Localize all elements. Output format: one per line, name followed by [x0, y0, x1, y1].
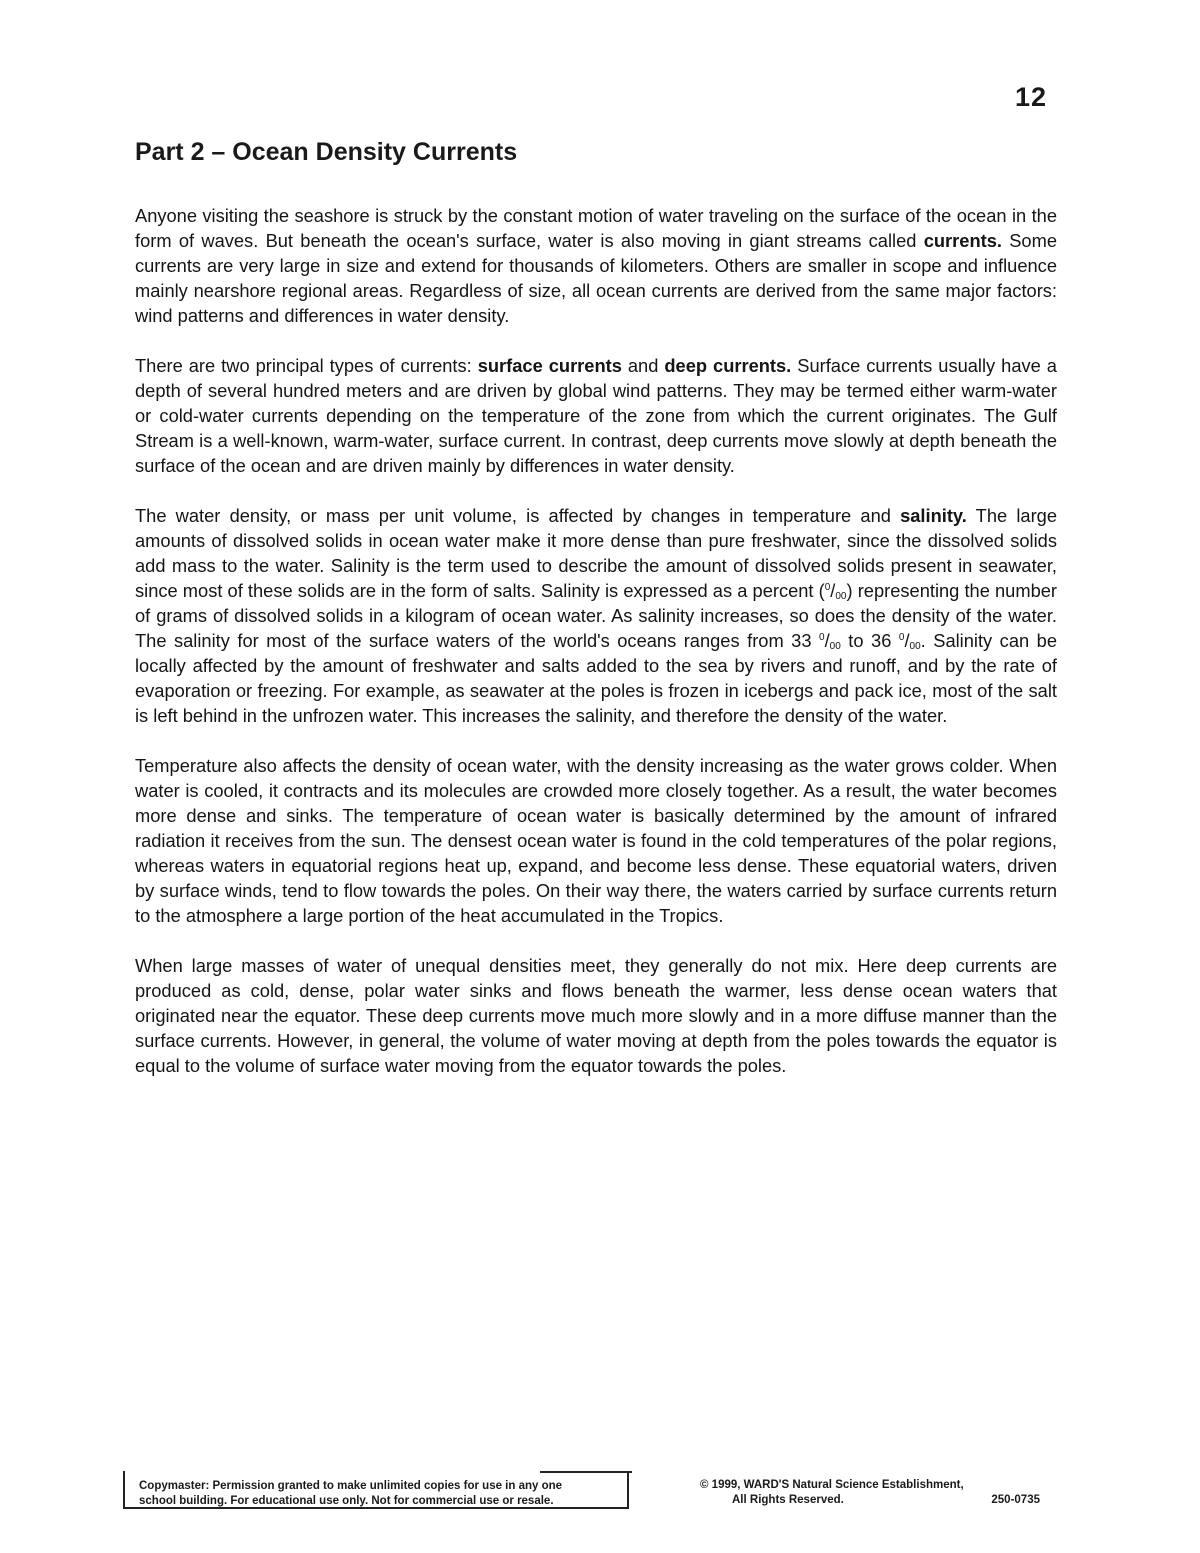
permil-symbol: $^0/_{00}$ — [819, 630, 841, 652]
copyright-line-2: All Rights Reserved. — [732, 1494, 844, 1506]
copyright-notice — [700, 1478, 1040, 1508]
text-run: The water density, or mass per unit volume, is affected by changes in temperature and — [135, 505, 901, 526]
permil-symbol: $^0/_{00}$ — [898, 630, 921, 652]
paragraph-3 — [135, 503, 1057, 728]
text-run: to 36 — [840, 630, 899, 651]
term-salinity: salinity. — [900, 505, 967, 526]
text-run: and — [621, 355, 665, 376]
paragraph-1 — [135, 203, 1057, 328]
paragraph-4: Temperature also affects the density of ocean water, with the density increasing as the water grows colder. When water is cooled, it contracts and its molecules are crowded more closely together. As a result, the water becomes more dense and sinks. The temperature of ocean water is basically determined by the amount of infrared radiation it receives from the sun. The densest ocean water is found in the cold temperatures of the polar regions, whereas waters in equatorial regions heat up, expand, and become less dense. These equatorial waters, driven by surface winds, tend to flow towards the poles. On their way there, the waters carried by surface currents return to the atmosphere a large portion of the heat accumulated in the Tropics. — [135, 755, 1057, 926]
page-title: Part 2 – Ocean Density Currents — [135, 138, 518, 166]
text-run: . Salinity can be locally affected by the amount of freshwater and salts added to the sea by rivers and runoff, and by the rate of evaporation or freezing. For example, as seawater at the poles is frozen in icebergs and pack ice, most of the salt is left behind in the unfrozen water. This increases the salinity, and therefore the density of the water. — [135, 630, 1057, 726]
term-surface-currents: surface currents — [477, 355, 622, 376]
text-run: There are two principal types of currents: — [135, 355, 478, 376]
paragraph-2 — [135, 353, 1057, 478]
text-run: Some currents are very large in size and extend for thousands of kilometers. Others are smaller in scope and influence mainly nearshore regional areas. Regardless of size, all ocean currents are derived from the same major factors: wind patterns and differences in water density. — [135, 230, 1057, 326]
term-deep-currents: deep currents. — [664, 355, 792, 376]
paragraph-5: When large masses of water of unequal densities meet, they generally do not mix. Here deep currents are produced as cold, dense, polar water sinks and flows beneath the warmer, less dense ocean waters that originated near the equator. These deep currents move much more slowly and in a more diffuse manner than the surface currents. However, in general, the volume of water moving at depth from the poles towards the equator is equal to the volume of surface water moving from the equator towards the poles. — [135, 955, 1057, 1076]
text-run: The large amounts of dissolved solids in ocean water make it more dense than pure freshwater, since the dissolved solids add mass to the water. Salinity is the term used to describe the amount of dissolved solids present in seawater, since most of these solids are in the form of salts. Salinity is expressed as a percent ( — [135, 505, 1058, 601]
body-text — [135, 203, 1057, 1103]
text-run: ) representing the number of grams of dissolved solids in a kilogram of ocean water. As salinity increases, so does the density of the water. The salinity for most of the surface waters of the world's oceans ranges from 33 — [135, 580, 1057, 651]
catalog-number: 250-0735 — [991, 1494, 1040, 1506]
copymaster-line-2: school building. For educational use only. Not for commercial use or resale. — [139, 1495, 554, 1507]
copymaster-line-1: Copymaster: Permission granted to make unlimited copies for use in any one — [139, 1480, 563, 1492]
permil-symbol: $^0/_{00}$ — [824, 580, 847, 602]
term-currents: currents. — [923, 230, 1002, 251]
page-number: 12 — [1015, 82, 1048, 112]
copyright-line-1: © 1999, WARD'S Natural Science Establishment, — [700, 1479, 964, 1491]
copymaster-notice — [123, 1471, 629, 1509]
text-run: Surface currents usually have a depth of several hundred meters and are driven by global wind patterns. They may be termed either warm-water or cold-water currents depending on the temperature of the zone from which the current originates. The Gulf Stream is a well-known, warm-water, surface current. In contrast, deep currents move slowly at depth beneath the surface of the ocean and are driven mainly by differences in water density. — [135, 355, 1057, 476]
text-run: Anyone visiting the seashore is struck by the constant motion of water traveling on the surface of the ocean in the form of waves. But beneath the ocean's surface, water is also moving in giant streams called — [135, 205, 1057, 251]
